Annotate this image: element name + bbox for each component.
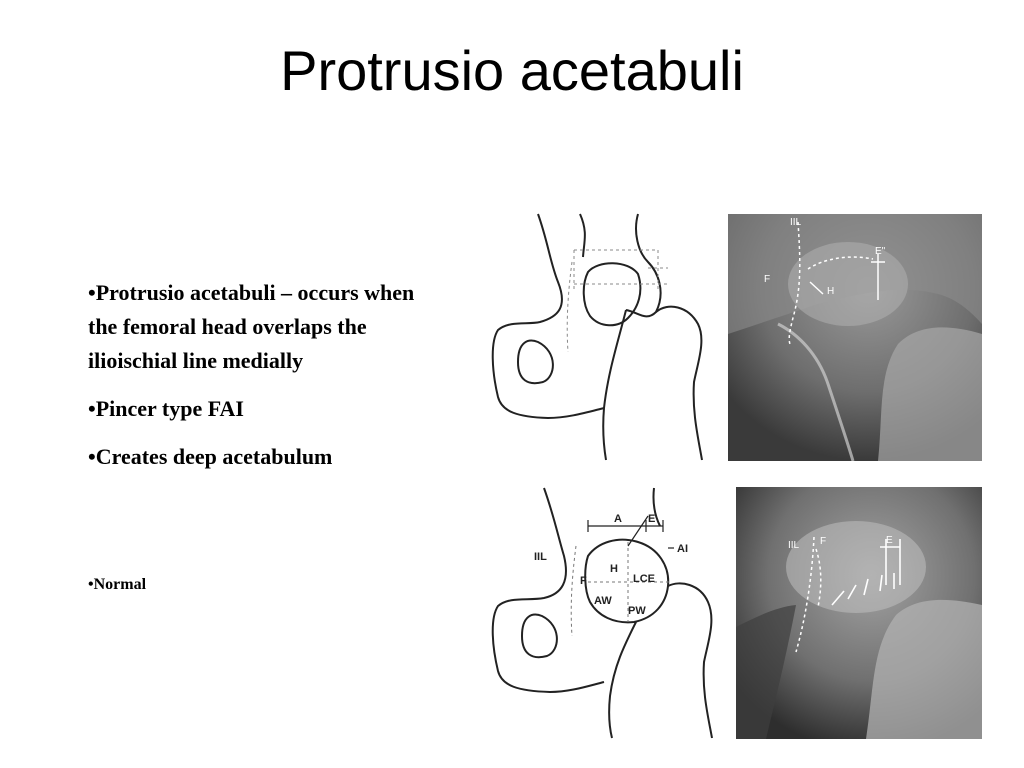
label-f: F xyxy=(764,274,771,285)
label-e: E xyxy=(648,513,656,525)
label-h: H xyxy=(827,286,835,297)
normal-hip-diagram xyxy=(488,486,734,740)
protrusio-xray xyxy=(728,214,982,461)
label-iil: IIL xyxy=(534,551,547,563)
label-pw: PW xyxy=(628,605,646,617)
bullet-list xyxy=(88,276,448,616)
protrusio-hip-diagram xyxy=(488,212,726,462)
label-a: A xyxy=(614,513,622,525)
bullet-normal-note: •Normal xyxy=(88,576,147,593)
protrusio-xray-image xyxy=(728,214,982,461)
bullet-pincer-fai: •Pincer type FAI xyxy=(88,396,244,421)
label-lce: LCE xyxy=(633,573,655,585)
label-iil: IIL xyxy=(788,540,800,551)
label-ai: AI xyxy=(677,543,688,555)
label-e: E xyxy=(886,535,893,546)
label-e-prime: E" xyxy=(875,246,886,257)
bullet-deep-acetabulum: •Creates deep acetabulum xyxy=(88,444,333,469)
label-aw: AW xyxy=(594,595,612,607)
label-f: F xyxy=(820,536,827,547)
slide-title: Protrusio acetabuli xyxy=(280,39,744,102)
label-iil: IIL xyxy=(790,217,802,228)
bullet-protrusio-definition: •Protrusio acetabuli – occurs when the femoral head overlaps the ilioischial line medially xyxy=(88,280,415,373)
normal-xray xyxy=(736,487,982,739)
normal-xray-image xyxy=(736,487,982,739)
label-h: H xyxy=(610,563,618,575)
label-f: F xyxy=(580,575,587,587)
